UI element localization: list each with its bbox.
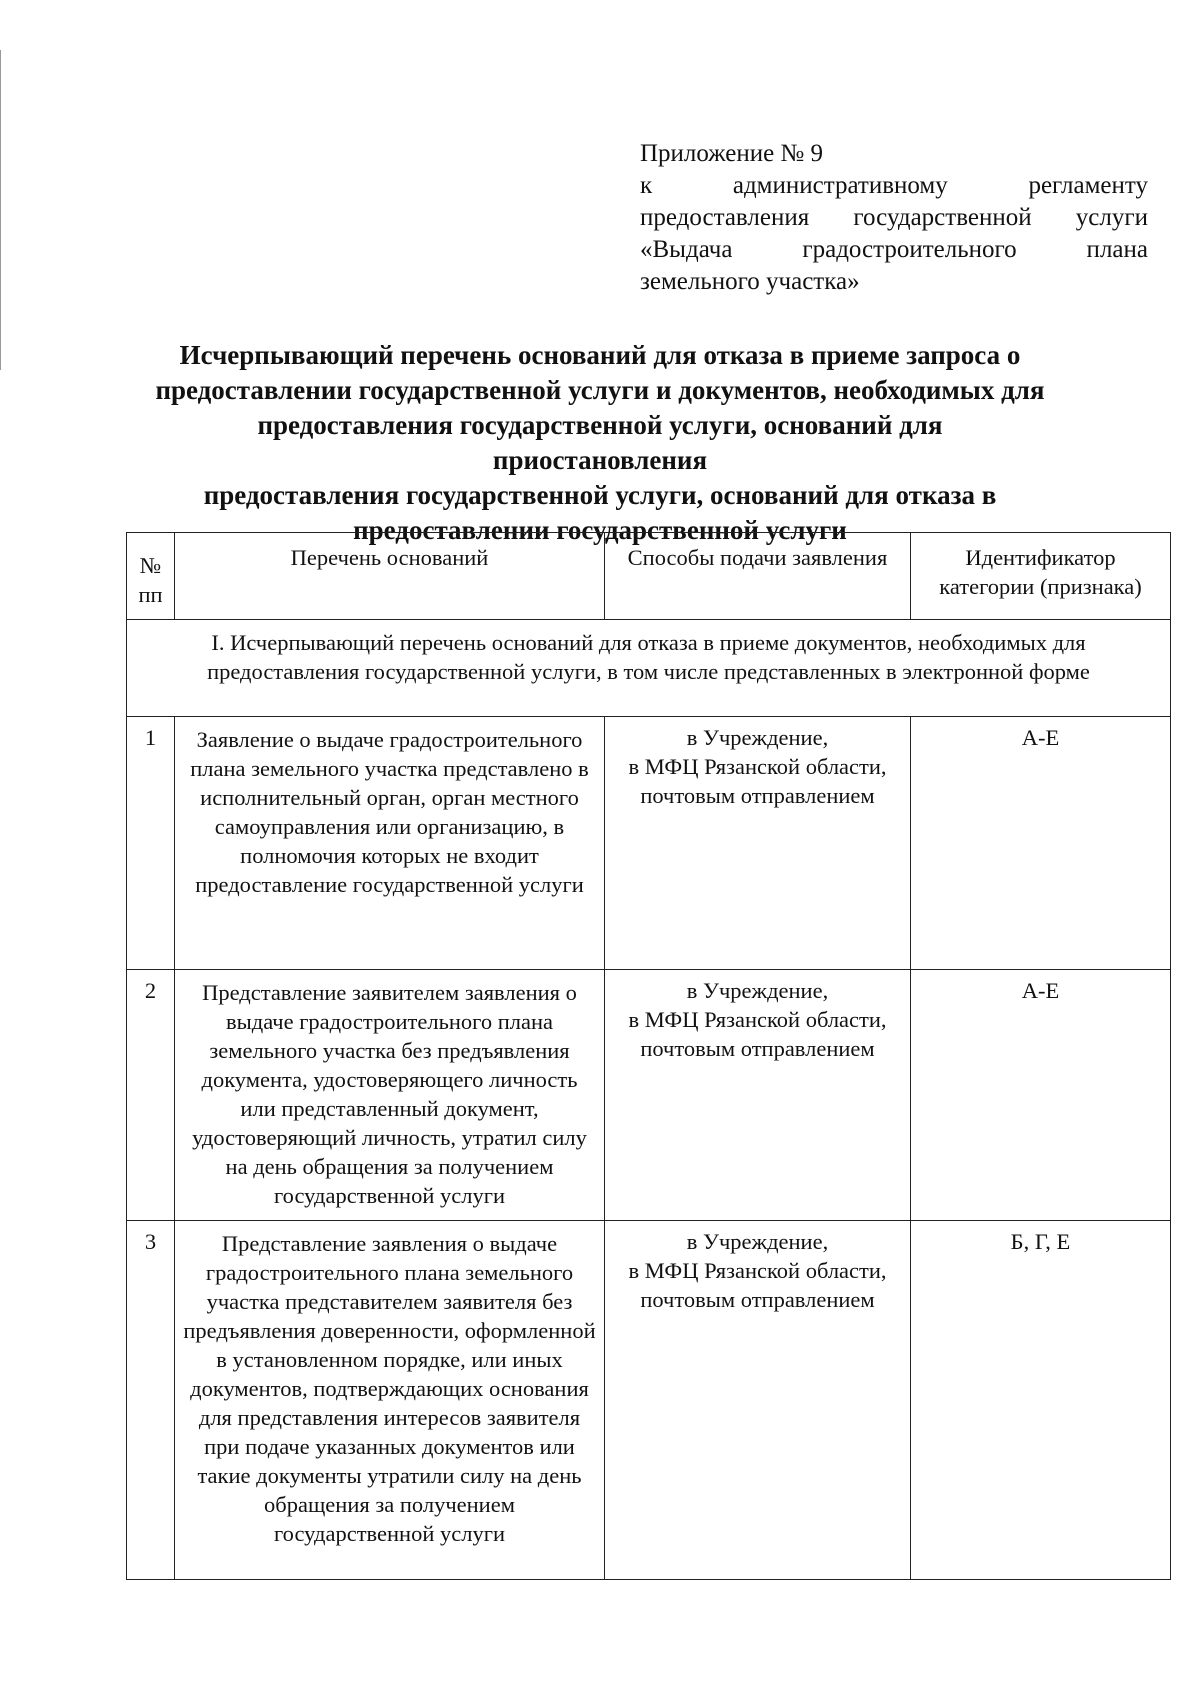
row-method xyxy=(605,1221,911,1580)
row-num-text: 3 xyxy=(144,1229,157,1254)
header-num xyxy=(127,533,175,620)
row-id-text: Б, Г, Е xyxy=(1010,1229,1071,1254)
row-method-line: почтовым отправлением xyxy=(640,1036,875,1061)
appendix-line: предоставления государственной услуги xyxy=(640,204,1148,231)
scan-margin-line xyxy=(0,50,1,370)
row-reason-text: Представление заявления о выдаче градостроительного плана земельного участка представителем заявителя без предъявления доверенности, оформленной в установленном порядке, или иных документов, подтверждающих основания для представления интересов заявителя при подаче указанных документов или такие документы утратили силу на день обращения за получением государственной услуги xyxy=(183,1231,596,1546)
section-row xyxy=(127,620,1171,717)
header-reason xyxy=(175,533,605,620)
document-title xyxy=(150,338,1050,548)
row-num xyxy=(127,1221,175,1580)
row-method-line: в МФЦ Рязанской области, xyxy=(628,1007,887,1032)
row-id xyxy=(911,970,1171,1221)
title-line: предоставления государственной услуги, оснований для приостановления xyxy=(257,410,943,475)
row-num-text: 1 xyxy=(144,725,157,750)
row-method-line: почтовым отправлением xyxy=(640,1287,875,1312)
row-method-line: в МФЦ Рязанской области, xyxy=(628,1258,887,1283)
row-num-text: 2 xyxy=(144,978,157,1003)
row-num xyxy=(127,970,175,1221)
appendix-line: земельного участка» xyxy=(640,268,860,295)
header-id-line: Идентификатор xyxy=(965,545,1116,570)
row-reason-text: Заявление о выдаче градостроительного плана земельного участка представлено в исполнительный орган, орган местного самоуправления или организацию, в полномочия которых не входит предоставление государственной услуги xyxy=(190,727,589,897)
title-line: предоставлении государственной услуги xyxy=(353,515,847,545)
row-method-line: в Учреждение, xyxy=(686,978,829,1003)
table-row xyxy=(127,1221,1171,1580)
header-num-line: пп xyxy=(138,582,163,607)
row-id-text: А-Е xyxy=(1021,978,1060,1003)
table-row xyxy=(127,717,1171,970)
header-method-text: Способы подачи заявления xyxy=(627,545,888,570)
row-method-line: в МФЦ Рязанской области, xyxy=(628,754,887,779)
row-method xyxy=(605,717,911,970)
row-method-line: в Учреждение, xyxy=(686,1229,829,1254)
row-reason xyxy=(175,717,605,970)
row-reason xyxy=(175,970,605,1221)
appendix-line: к административному регламенту xyxy=(640,172,1148,199)
row-method-line: в Учреждение, xyxy=(686,725,829,750)
title-line: Исчерпывающий перечень оснований для отказа в приеме запроса о xyxy=(179,340,1021,370)
appendix-note xyxy=(640,138,1148,298)
row-id xyxy=(911,1221,1171,1580)
title-line: предоставлении государственной услуги и документов, необходимых для xyxy=(155,375,1045,405)
grounds-table xyxy=(126,532,1171,1580)
row-reason xyxy=(175,1221,605,1580)
header-id xyxy=(911,533,1171,620)
row-id xyxy=(911,717,1171,970)
row-reason-text: Представление заявителем заявления о выдаче градостроительного плана земельного участка без предъявления документа, удостоверяющего личность или представленный документ, удостоверяющий личность, утратил силу на день обращения за получением государственной услуги xyxy=(192,980,587,1208)
header-method xyxy=(605,533,911,620)
header-reason-text: Перечень оснований xyxy=(290,545,489,570)
table-row xyxy=(127,970,1171,1221)
row-method xyxy=(605,970,911,1221)
section-heading-text: I. Исчерпывающий перечень оснований для отказа в приеме документов, необходимых для предоставления государственной услуги, в том числе представленных в электронной форме xyxy=(207,630,1090,684)
title-line: предоставления государственной услуги, оснований для отказа в xyxy=(203,480,997,510)
appendix-line: «Выдача градостроительного плана xyxy=(640,236,1148,263)
header-id-line: категории (признака) xyxy=(939,574,1142,599)
row-method-line: почтовым отправлением xyxy=(640,783,875,808)
row-num xyxy=(127,717,175,970)
appendix-number: Приложение № 9 xyxy=(640,140,824,167)
row-id-text: А-Е xyxy=(1021,725,1060,750)
section-heading xyxy=(127,620,1171,717)
table-header-row xyxy=(127,533,1171,620)
header-num-line: № xyxy=(139,553,162,578)
